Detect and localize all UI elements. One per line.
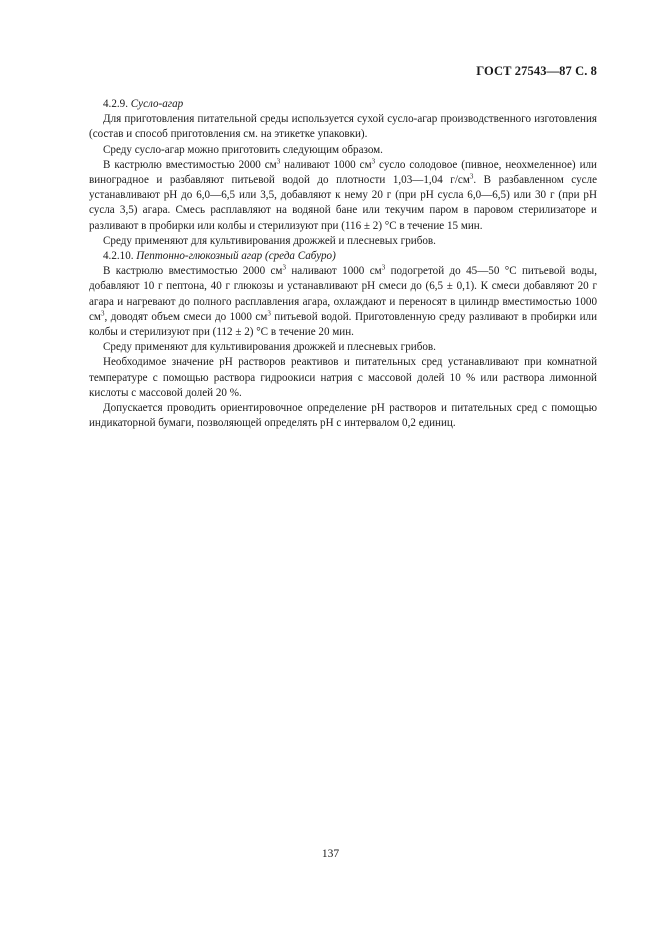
text-run: . В разбавленном сусле устанавливают pH до 6,0—6,5 или 3,5, добавляют к нему 20 г (при pH сусла 6,0—6,5) или 30 г (при pH сусла 3,5) агара. Смесь расплавляют на водяной бане или текучим паром в паровом стерилизаторе и разливают в пробирки или колбы и стерилизуют при (116 ± 2) °С в течение 15 мин.	[89, 174, 598, 232]
section-number: 4.2.10.	[103, 250, 134, 263]
text-run: сусло солодовое (пивное, неохмеленное) или виноградное и разбавляют питьевой водой до плотности 1,03—1,04 г/см	[89, 158, 597, 187]
text-run: В кастрюлю вместимостью 2000 см	[103, 158, 277, 171]
paragraph: Допускается проводить ориентировочное определение pH растворов и питательных сред с помощью индикаторной бумаги, позволяющей определять pH с интервалом 0,2 единиц.	[89, 402, 597, 430]
text-run: подогретой до 45—50 °С питьевой воды, добавляют 10 г пептона, 40 г глюкозы и устанавливают pH смеси до (6,5 ± 0,1). К смеси добавляют 20 г агара и нагревают до полного расплавления агара, охлаждают и переносят в цилиндр вместимостью 1000 см	[89, 265, 597, 323]
section-title: Пептонно-глюкозный агар (среда Сабуро)	[136, 250, 336, 263]
paragraph: Для приготовления питательной среды используется сухой сусло-агар производственного изготовления (состав и способ приготовления см. на этикетке упаковки).	[89, 113, 597, 141]
section-number: 4.2.9.	[103, 98, 128, 110]
text-run: В кастрюлю вместимостью 2000 см	[103, 265, 283, 278]
text-run: наливают 1000 см	[285, 265, 382, 278]
superscript: 3	[276, 157, 281, 166]
page-number: 137	[321, 848, 340, 860]
paragraph: Необходимое значение pH растворов реактивов и питательных сред устанавливают при комнатной температуре с помощью раствора гидроокиси натрия с массовой долей 10 % или раствора лимонной кислоты с массовой долей 20 %.	[89, 356, 597, 399]
superscript: 3	[282, 263, 286, 272]
superscript: 3	[371, 157, 376, 166]
page-header: ГОСТ 27543—87 С. 8	[476, 64, 597, 78]
superscript: 3	[267, 309, 271, 318]
paragraph	[89, 264, 597, 340]
paragraph: Среду применяют для культивирования дрожжей и плесневых грибов.	[103, 234, 436, 247]
section-title: Сусло-агар	[130, 98, 184, 110]
text-run: наливают 1000 см	[280, 158, 372, 171]
section-heading	[89, 249, 597, 264]
paragraph	[89, 158, 597, 234]
text-run: питьевой водой. Приготовленную среду разливают в пробирки или колбы и стерилизуют при (112 ± 2) °С в течение 20 мин.	[89, 310, 598, 339]
superscript: 3	[469, 172, 474, 181]
paragraph: Среду сусло-агар можно приготовить следующим образом.	[103, 143, 383, 156]
text-run: , доводят объем смеси до 1000 см	[104, 310, 268, 323]
superscript: 3	[100, 309, 105, 318]
paragraph: Среду применяют для культивирования дрожжей и плесневых грибов.	[103, 341, 436, 354]
superscript: 3	[381, 263, 386, 272]
section-heading	[89, 97, 597, 112]
document-body	[89, 97, 597, 431]
